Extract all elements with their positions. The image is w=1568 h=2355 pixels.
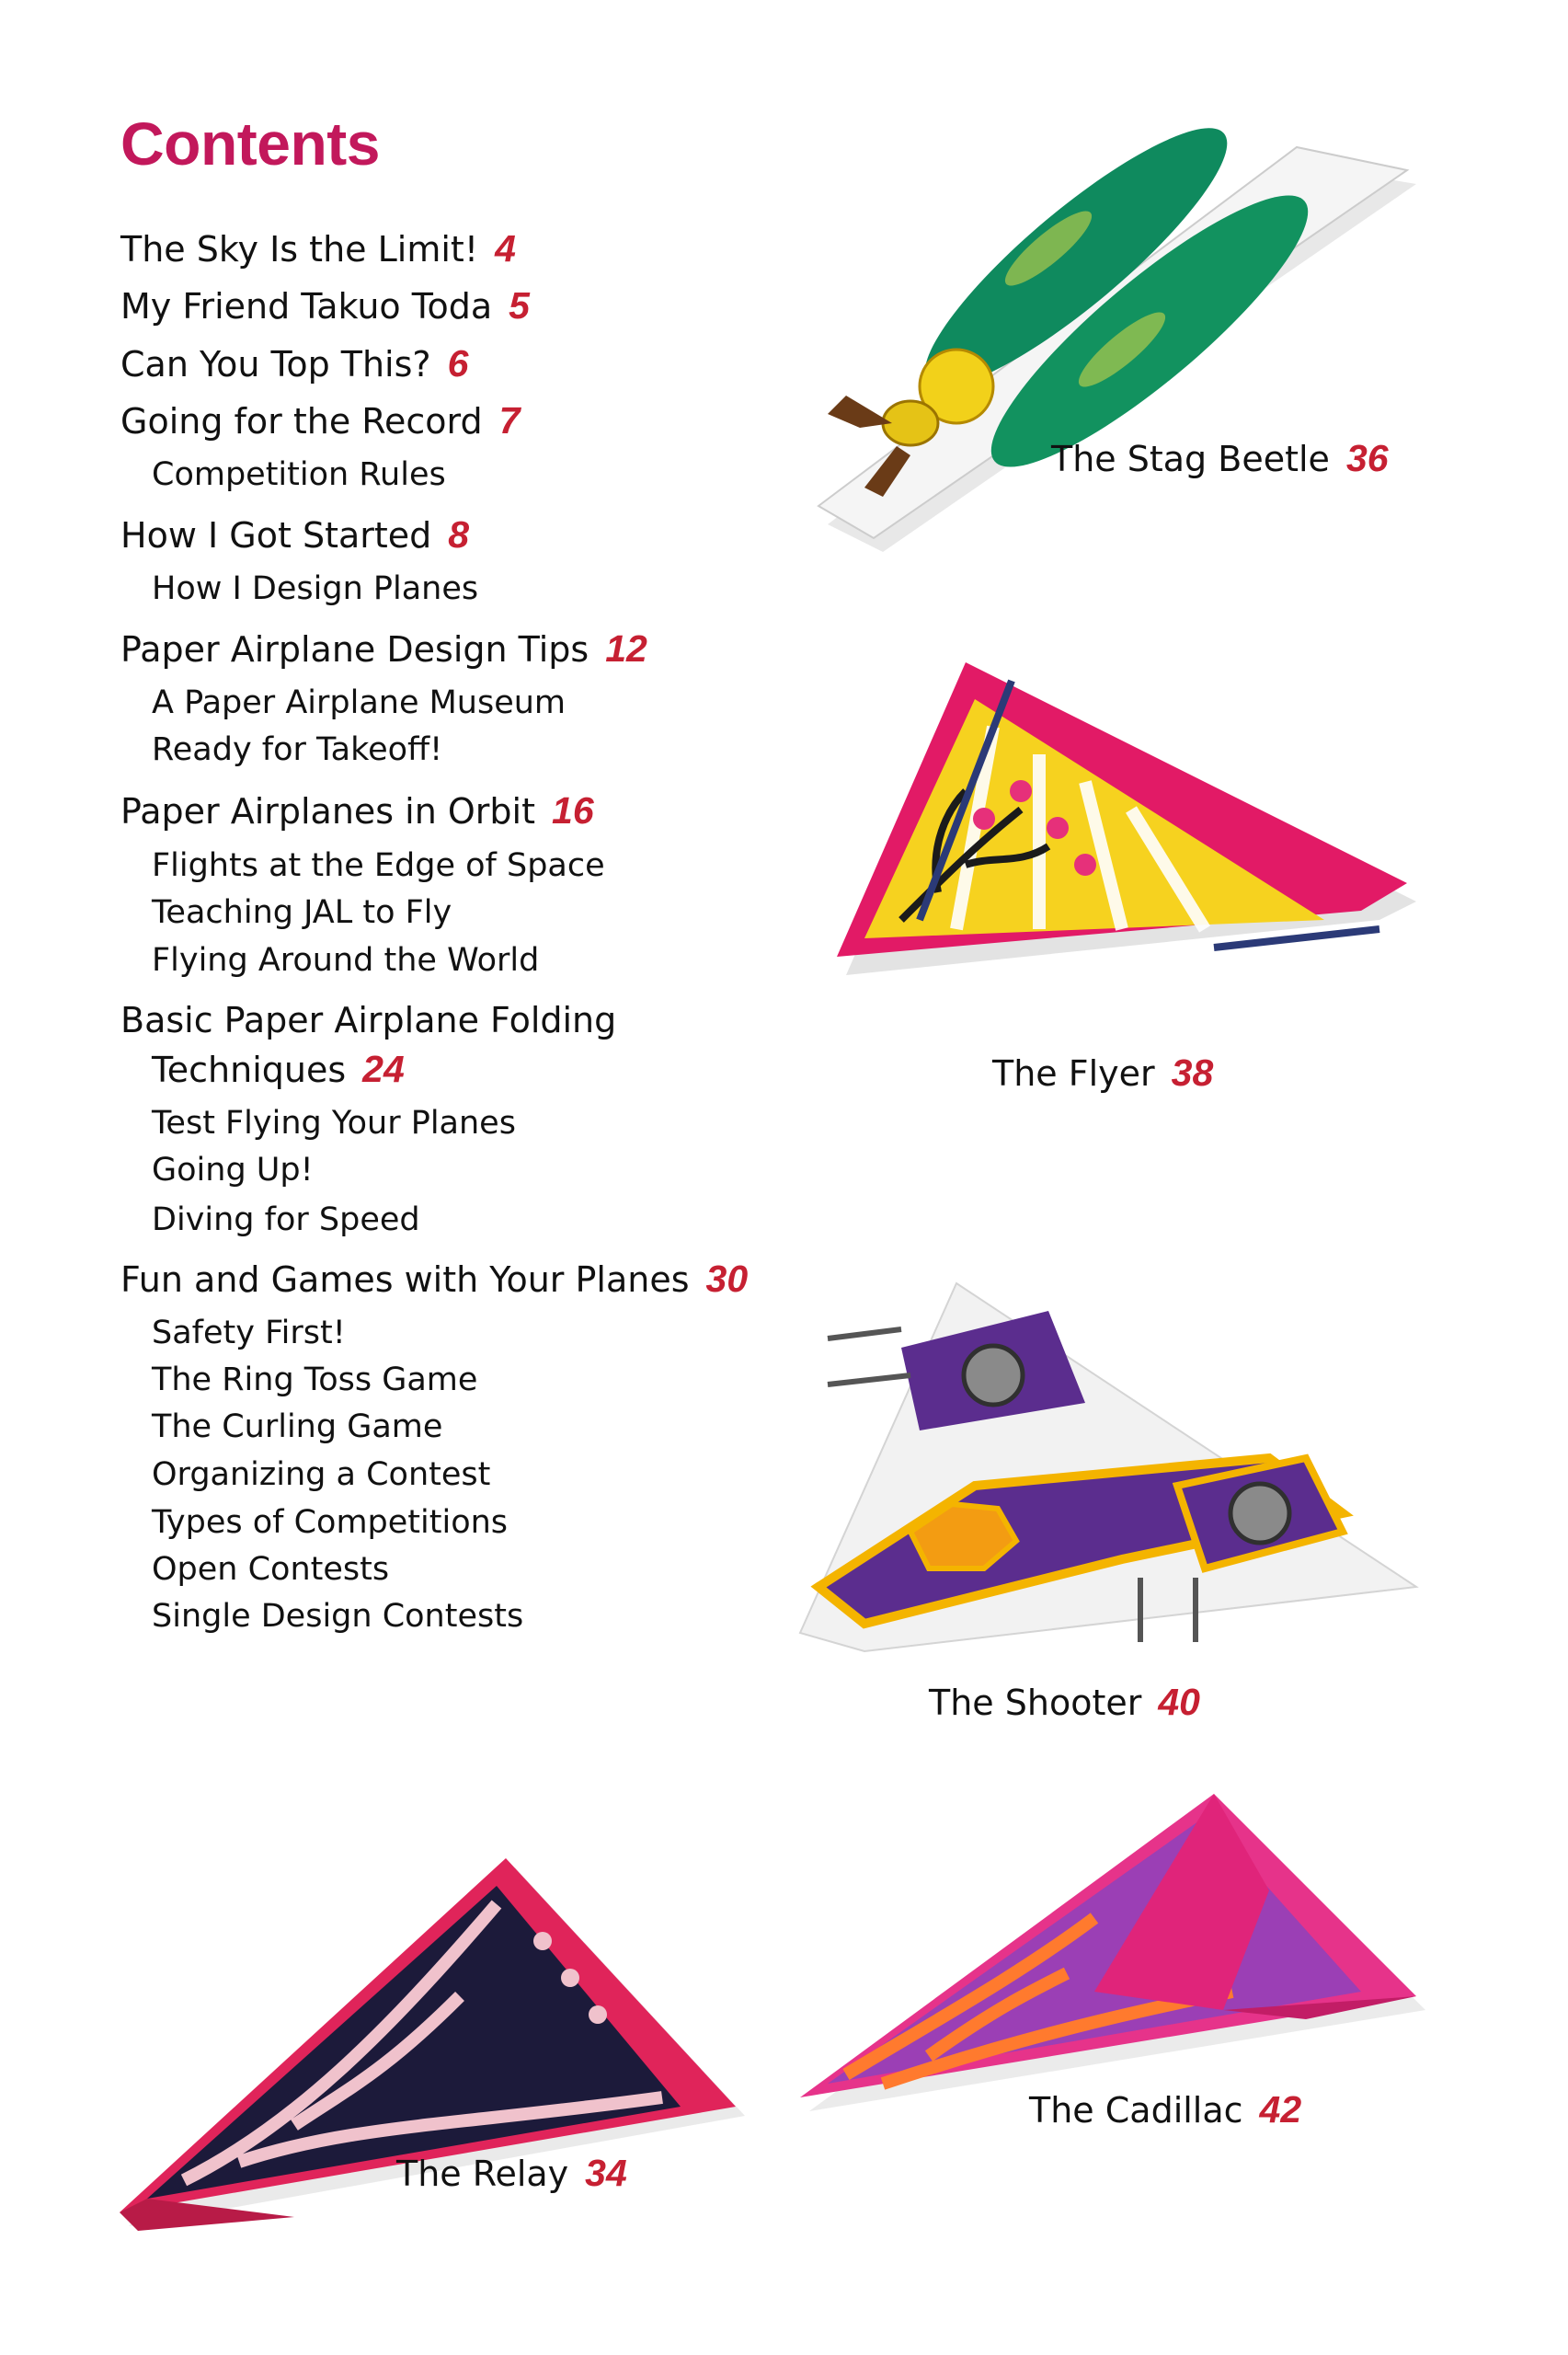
toc-entry-text: Test Flying Your Planes xyxy=(152,1105,516,1142)
shooter-caption[interactable] xyxy=(929,1680,1200,1725)
toc-entry-text: Competition Rules xyxy=(152,456,446,493)
plane-page-number: 40 xyxy=(1158,1681,1200,1723)
toc-entry[interactable] xyxy=(120,512,469,557)
toc-subentry[interactable] xyxy=(152,938,539,982)
toc-entry-text: Flying Around the World xyxy=(152,942,540,979)
toc-entry-text: The Sky Is the Limit! xyxy=(120,229,479,270)
toc-subentry[interactable] xyxy=(152,1101,516,1145)
toc-entry[interactable] xyxy=(120,226,516,271)
plane-page-number: 42 xyxy=(1259,2088,1302,2131)
toc-subentry[interactable] xyxy=(152,890,452,935)
stag-beetle-caption[interactable] xyxy=(1051,436,1389,481)
toc-entry-text: Flights at the Edge of Space xyxy=(152,847,605,884)
toc-page-number: 5 xyxy=(509,284,530,327)
toc-entry-text: Can You Top This? xyxy=(120,344,431,385)
toc-entry-text: Organizing a Contest xyxy=(152,1456,491,1493)
shooter-plane-image xyxy=(791,1274,1435,1660)
cadillac-plane-image xyxy=(791,1780,1435,2130)
toc-subentry[interactable] xyxy=(152,681,566,725)
toc-entry-text: The Ring Toss Game xyxy=(152,1361,478,1398)
plane-page-number: 34 xyxy=(585,2152,627,2194)
stag-beetle-plane-image xyxy=(809,120,1453,561)
toc-subentry[interactable] xyxy=(152,453,446,497)
toc-page-number: 12 xyxy=(605,627,647,670)
toc-page-number: 4 xyxy=(495,227,516,270)
plane-name: The Flyer xyxy=(992,1053,1155,1094)
toc-subentry[interactable] xyxy=(152,1198,420,1242)
toc-entry-text: How I Got Started xyxy=(120,515,432,556)
toc-entry-text: Fun and Games with Your Planes xyxy=(120,1259,690,1300)
flyer-plane-image xyxy=(809,644,1435,1049)
plane-name: The Cadillac xyxy=(1029,2090,1243,2131)
toc-page-number: 16 xyxy=(552,789,594,832)
plane-page-number: 36 xyxy=(1345,437,1389,479)
toc-entry-text: Basic Paper Airplane Folding xyxy=(120,1000,617,1040)
toc-entry[interactable] xyxy=(120,998,616,1042)
toc-entry-text: My Friend Takuo Toda xyxy=(120,286,493,327)
toc-subentry[interactable] xyxy=(152,1453,490,1497)
plane-name: The Shooter xyxy=(929,1683,1142,1723)
toc-entry-text: Types of Competitions xyxy=(152,1504,509,1541)
toc-subentry[interactable] xyxy=(152,1148,314,1192)
relay-caption[interactable] xyxy=(396,2151,627,2196)
toc-entry-text: Paper Airplane Design Tips xyxy=(120,629,589,670)
toc-entry-text: Paper Airplanes in Orbit xyxy=(120,791,536,832)
cadillac-caption[interactable] xyxy=(1029,2087,1301,2132)
toc-entry-text: How I Design Planes xyxy=(152,570,479,607)
toc-entry-text: Ready for Takeoff! xyxy=(152,731,443,768)
toc-page-number: 7 xyxy=(498,399,521,442)
toc-entry[interactable] xyxy=(120,283,530,328)
toc-entry-text: The Curling Game xyxy=(152,1408,443,1445)
toc-entry-text: Techniques xyxy=(152,1050,347,1090)
toc-entry[interactable] xyxy=(120,626,647,672)
toc-subentry[interactable] xyxy=(152,1405,442,1449)
toc-entry-text: A Paper Airplane Museum xyxy=(152,684,567,721)
plane-name: The Relay xyxy=(396,2154,569,2194)
plane-name: The Stag Beetle xyxy=(1051,439,1330,479)
toc-entry[interactable] xyxy=(120,398,520,443)
toc-subentry[interactable] xyxy=(152,1311,346,1355)
toc-page-number: 6 xyxy=(447,342,469,385)
toc-entry-text: Going Up! xyxy=(152,1152,314,1189)
toc-entry-text: Diving for Speed xyxy=(152,1201,420,1238)
toc-subentry[interactable] xyxy=(152,1500,508,1545)
toc-page-number: 8 xyxy=(448,513,470,556)
toc-entry[interactable] xyxy=(120,341,468,386)
toc-subentry[interactable] xyxy=(152,1594,523,1638)
toc-entry-text: Open Contests xyxy=(152,1551,390,1588)
toc-subentry[interactable] xyxy=(152,728,442,772)
plane-page-number: 38 xyxy=(1171,1051,1214,1094)
toc-entry-text: Going for the Record xyxy=(120,401,483,442)
toc-page-number: 24 xyxy=(362,1048,405,1090)
toc-subentry[interactable] xyxy=(152,844,605,888)
toc-subentry[interactable] xyxy=(152,567,478,611)
toc-entry-continued[interactable] xyxy=(152,1047,405,1092)
page-title: Contents xyxy=(120,109,380,178)
toc-subentry[interactable] xyxy=(152,1358,477,1402)
toc-entry-text: Single Design Contests xyxy=(152,1598,524,1635)
toc-page-number: 30 xyxy=(705,1258,749,1300)
toc-entry[interactable] xyxy=(120,1257,748,1302)
toc-entry-text: Safety First! xyxy=(152,1315,346,1351)
toc-entry-text: Teaching JAL to Fly xyxy=(152,894,452,931)
toc-entry[interactable] xyxy=(120,788,594,833)
toc-subentry[interactable] xyxy=(152,1547,389,1591)
flyer-caption[interactable] xyxy=(992,1051,1213,1096)
